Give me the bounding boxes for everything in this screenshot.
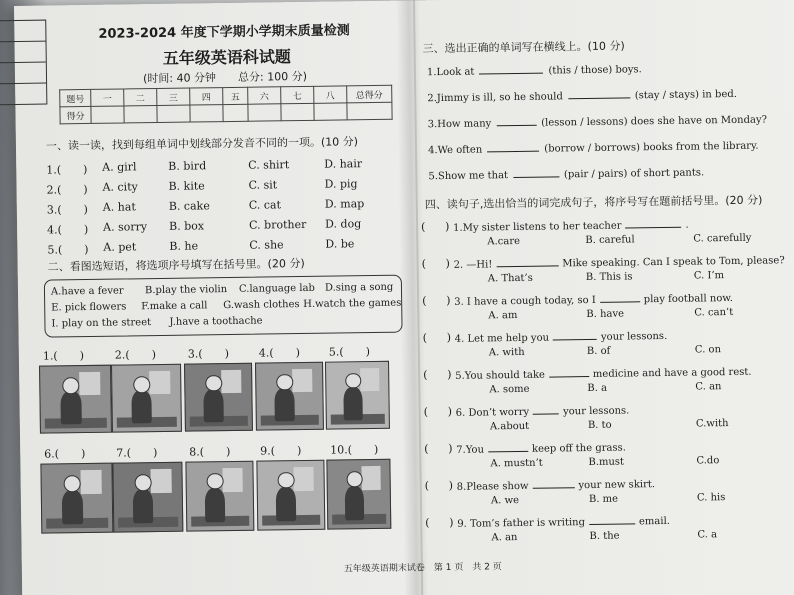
score-blank-cell[interactable] <box>314 103 347 120</box>
picture-label-bracket[interactable]: 2.( ) <box>114 348 157 362</box>
choice-b: B. me <box>588 493 619 506</box>
word-choice-d: D. pig <box>324 177 358 191</box>
exam-year-title: 2023-2024 年度下学期小学期末质量检测 <box>98 23 350 42</box>
figure-body <box>205 488 225 522</box>
answer-blank[interactable] <box>553 329 597 341</box>
binding-stub-boxes <box>0 20 47 106</box>
exam-time-info: (时间: 40 分钟 总分: 100 分) <box>142 69 308 86</box>
option-h: H.watch the games <box>303 297 402 310</box>
option-f: F.make a call <box>141 300 208 313</box>
answer-blank[interactable] <box>533 403 559 414</box>
word-choice-a: A. sorry <box>103 220 148 234</box>
answer-bracket[interactable]: 2.( ) <box>46 182 88 197</box>
score-blank-cell[interactable] <box>190 105 223 122</box>
question-text: 8.Please show <box>456 480 529 493</box>
score-blank-cell[interactable] <box>281 103 314 120</box>
item-text: 5.Show me that <box>428 170 509 183</box>
word-choice-c: C. sit <box>248 178 278 192</box>
choice-question <box>457 513 670 530</box>
answer-bracket-left[interactable]: ( <box>425 516 430 530</box>
figure-body <box>204 389 224 422</box>
figure-body <box>60 391 81 424</box>
item-choices: (lesson / lessons) does she have on Monday? <box>541 114 768 129</box>
item-text: 2.Jimmy is ill, so he should <box>427 91 563 105</box>
figure-body <box>131 390 152 423</box>
score-header-cell: 总得分 <box>347 85 392 103</box>
option-a: A.have a fever <box>50 285 124 298</box>
choice-c: C. on <box>694 344 722 356</box>
answer-bracket-left[interactable]: ( <box>422 331 428 345</box>
figure-head <box>278 472 295 489</box>
item-text: 1.Look at <box>426 66 475 79</box>
answer-bracket-left[interactable]: ( <box>423 368 428 382</box>
word-choice-a: A. city <box>102 180 138 194</box>
score-header-cell: 四 <box>190 88 223 105</box>
score-blank-cell[interactable] <box>124 106 157 123</box>
answer-bracket-right: ) <box>447 367 452 381</box>
fill-blank-item <box>428 164 704 182</box>
word-choice-d: D. be <box>325 237 355 251</box>
word-choice-a: A. pet <box>103 240 137 254</box>
exam-sheet <box>14 0 794 595</box>
picture-label-bracket[interactable]: 5.( ) <box>328 345 371 359</box>
answer-blank[interactable] <box>496 115 536 127</box>
answer-blank[interactable] <box>589 513 635 525</box>
background-shape <box>150 371 171 394</box>
choice-b: B. the <box>589 530 620 543</box>
option-e: E. pick flowers <box>51 301 127 314</box>
answer-bracket-left[interactable]: ( <box>421 220 426 234</box>
choice-a: A. mustn’t <box>490 457 543 470</box>
word-choice-d: D. dog <box>324 217 362 231</box>
answer-bracket-right: ) <box>448 441 453 455</box>
choice-question <box>453 217 689 234</box>
background-shape <box>360 368 379 391</box>
choice-question <box>454 252 785 271</box>
answer-blank[interactable] <box>513 166 559 178</box>
score-blank-cell[interactable] <box>347 102 392 120</box>
choice-a: A. an <box>491 532 518 544</box>
item-text: 4.We often <box>427 144 483 157</box>
answer-bracket-right: ) <box>446 330 452 344</box>
word-choice-c: C. she <box>249 238 284 252</box>
score-blank-cell[interactable] <box>223 104 248 121</box>
choice-question <box>456 402 630 418</box>
word-choice-c: C. brother <box>248 217 307 232</box>
option-c: C.language lab <box>238 282 315 295</box>
answer-bracket-left[interactable]: ( <box>422 294 427 308</box>
answer-bracket[interactable]: 1.( ) <box>46 162 88 177</box>
figure-head <box>345 373 361 389</box>
choice-b: B. a <box>587 382 608 395</box>
picture-label-bracket[interactable]: 6.( ) <box>44 447 86 461</box>
word-choice-b: B. he <box>169 239 199 253</box>
background-shape <box>294 467 314 491</box>
fill-blank-item <box>427 61 642 78</box>
section2-title: 二、看图选短语，将选项序号填写在括号里。(20 分) <box>47 256 305 274</box>
exam-subject-title: 五年级英语科试题 <box>162 47 291 68</box>
answer-bracket-left[interactable]: ( <box>423 405 429 419</box>
item-text: 3.How many <box>427 118 492 131</box>
choice-question <box>456 440 626 456</box>
question-tail: play football now. <box>643 292 733 306</box>
question-tail: your new skirt. <box>578 479 656 492</box>
choice-c: C. can’t <box>694 306 734 319</box>
answer-bracket[interactable]: 4.( ) <box>47 222 89 237</box>
scene-picture-3 <box>184 363 253 432</box>
question-text: 3. I have a cough today, so I <box>454 294 596 308</box>
score-table <box>59 85 392 125</box>
option-d: D.sing a song <box>324 281 394 294</box>
background-shape <box>151 469 172 493</box>
scene-picture-9 <box>256 460 325 531</box>
answer-bracket-right: ) <box>445 219 450 234</box>
choice-question <box>454 290 733 308</box>
word-choice-c: C. shirt <box>248 158 290 172</box>
choice-b: B. careful <box>585 234 635 247</box>
question-tail: . <box>685 219 689 231</box>
background-shape <box>223 468 243 492</box>
choice-b: B. have <box>586 308 625 321</box>
choice-a: A.about <box>489 420 530 433</box>
choice-b: B.must <box>588 456 625 469</box>
word-choice-a: A. hat <box>102 200 136 214</box>
fill-blank-item <box>427 86 737 104</box>
question-tail: keep off the grass. <box>531 442 626 455</box>
choice-question <box>455 328 668 345</box>
choice-b: B. to <box>587 419 612 432</box>
question-tail: your lessons. <box>563 405 630 418</box>
score-row-label: 得分 <box>60 106 91 123</box>
answer-bracket-right: ) <box>446 293 451 307</box>
picture-label-bracket[interactable]: 3.( ) <box>187 347 230 361</box>
choice-c: C. I’m <box>693 270 725 282</box>
answer-bracket-right: ) <box>447 404 453 418</box>
figure-head <box>63 475 81 493</box>
question-text: 9. Tom’s father is writing <box>457 517 586 530</box>
word-choice-b: B. box <box>169 219 205 233</box>
choice-c: C. his <box>696 492 726 504</box>
score-header-cell: 一 <box>91 89 124 106</box>
scene-picture-4 <box>255 362 324 431</box>
background-shape <box>362 466 381 490</box>
answer-blank[interactable] <box>488 441 528 453</box>
answer-bracket-right: ) <box>445 256 451 270</box>
picture-label-bracket[interactable]: 9.( ) <box>260 444 302 458</box>
figure-body <box>275 388 295 421</box>
answer-blank[interactable] <box>625 217 681 229</box>
choice-a: A. with <box>488 346 525 359</box>
answer-blank[interactable] <box>549 366 589 378</box>
word-choice-b: B. kite <box>168 179 205 193</box>
score-header-cell: 五 <box>223 87 248 104</box>
choice-a: A. some <box>489 383 530 396</box>
question-tail: email. <box>638 515 670 528</box>
choice-c: C.do <box>696 455 720 467</box>
background-shape <box>79 372 100 395</box>
answer-blank[interactable] <box>479 63 543 75</box>
scene-picture-1 <box>39 365 112 434</box>
scene-picture-6 <box>40 463 113 534</box>
page-footer: 五年级英语期末试卷 第 1 页 共 2 页 <box>343 562 502 575</box>
figure-head <box>62 377 80 395</box>
choice-a: A. am <box>488 310 518 322</box>
answer-bracket-left[interactable]: ( <box>424 442 429 456</box>
answer-bracket-right: ) <box>448 478 454 492</box>
figure-head <box>277 374 294 391</box>
answer-blank[interactable] <box>496 255 558 267</box>
figure-body <box>133 489 154 523</box>
option-i: I. play on the street <box>51 317 152 330</box>
picture-label-bracket[interactable]: 4.( ) <box>258 346 301 360</box>
question-text: 7.You <box>456 444 485 456</box>
score-blank-cell[interactable] <box>157 105 190 122</box>
figure-head <box>133 376 150 393</box>
word-choice-b: B. cake <box>168 199 210 213</box>
answer-blank[interactable] <box>487 141 539 153</box>
score-header-cell: 六 <box>248 87 281 104</box>
background-shape <box>80 470 101 494</box>
item-choices: (borrow / borrows) books from the library. <box>544 140 759 155</box>
figure-body <box>345 486 364 520</box>
scene-picture-2 <box>111 364 182 433</box>
score-header-cell: 三 <box>157 88 190 105</box>
picture-label-bracket[interactable]: 1.( ) <box>42 349 85 363</box>
answer-blank[interactable] <box>532 477 574 489</box>
scene-picture-10 <box>326 459 391 530</box>
choice-b: B. This is <box>585 271 633 284</box>
answer-blank[interactable] <box>600 291 640 303</box>
answer-bracket-left[interactable]: ( <box>424 479 430 493</box>
figure-head <box>207 473 224 490</box>
item-choices: (pair / pairs) of short pants. <box>563 167 705 181</box>
score-blank-cell[interactable] <box>91 106 124 123</box>
fill-blank-item <box>428 138 759 157</box>
scene-picture-8 <box>185 461 254 532</box>
figure-body <box>344 387 363 420</box>
picture-label-bracket[interactable]: 8.( ) <box>189 445 231 459</box>
choice-b: B. of <box>586 345 611 358</box>
word-choice-c: C. cat <box>248 198 282 212</box>
answer-bracket-right: ) <box>449 515 454 529</box>
section1-title: 一、读一读，找到每组单词中划线部分发音不同的一项。(10 分) <box>45 135 359 153</box>
option-j: J.have a toothache <box>169 315 263 328</box>
question-text: 1.My sister listens to her teacher <box>453 220 622 234</box>
fill-blank-item <box>428 111 767 130</box>
choice-a: A. we <box>490 494 520 507</box>
option-b: B.play the violin <box>144 284 228 297</box>
score-header-cell: 二 <box>124 89 157 106</box>
question-tail: medicine and have a good rest. <box>592 366 752 380</box>
answer-bracket[interactable]: 5.( ) <box>47 242 89 257</box>
choice-question <box>457 476 655 493</box>
figure-head <box>347 471 363 487</box>
question-text: 5.You should take <box>455 369 545 382</box>
background-shape <box>292 369 312 392</box>
choice-c: C. an <box>695 381 722 393</box>
score-header-cell: 七 <box>281 86 314 103</box>
choice-c: C.with <box>695 418 729 430</box>
section3-title: 三、选出正确的单词写在横线上。(10 分) <box>422 39 625 56</box>
question-tail: Mike speaking. Can I speak to Tom, please? <box>562 255 785 270</box>
figure-body <box>61 490 82 524</box>
option-g: G.wash clothes <box>223 299 300 312</box>
question-text: 4. Let me help you <box>454 332 550 345</box>
word-choice-b: B. bird <box>168 159 207 173</box>
score-blank-cell[interactable] <box>248 104 281 121</box>
figure-head <box>135 474 152 491</box>
score-header-cell: 八 <box>314 86 347 103</box>
question-text: 2. —Hi! <box>453 259 493 271</box>
background-shape <box>221 370 241 393</box>
item-choices: (stay / stays) in bed. <box>634 88 737 102</box>
choice-a: A. That’s <box>487 272 533 285</box>
question-tail: your lessons. <box>600 330 668 343</box>
figure-body <box>276 487 296 521</box>
word-choice-d: D. map <box>324 197 365 211</box>
choice-a: A.care <box>487 235 521 248</box>
picture-label-bracket[interactable]: 10.( ) <box>330 442 379 457</box>
item-choices: (this / those) boys. <box>548 64 642 77</box>
choice-question <box>455 364 752 382</box>
answer-blank[interactable] <box>568 87 630 99</box>
answer-bracket[interactable]: 3.( ) <box>46 202 89 217</box>
figure-head <box>206 375 223 392</box>
answer-bracket-left[interactable]: ( <box>421 257 427 271</box>
section4-title: 四、读句子,选出恰当的词完成句子，将序号写在题前括号里。(20 分) <box>424 193 763 212</box>
question-text: 6. Don’t worry <box>455 406 530 419</box>
choice-c: C. a <box>697 529 718 541</box>
scene-picture-7 <box>112 462 183 533</box>
phrase-options-box <box>44 275 403 338</box>
score-header-cell: 题号 <box>60 89 91 106</box>
choice-c: C. carefully <box>693 232 752 245</box>
word-choice-d: D. hair <box>324 157 363 171</box>
word-choice-a: A. girl <box>102 160 137 174</box>
picture-label-bracket[interactable]: 7.( ) <box>116 446 158 460</box>
scene-picture-5 <box>325 361 390 430</box>
